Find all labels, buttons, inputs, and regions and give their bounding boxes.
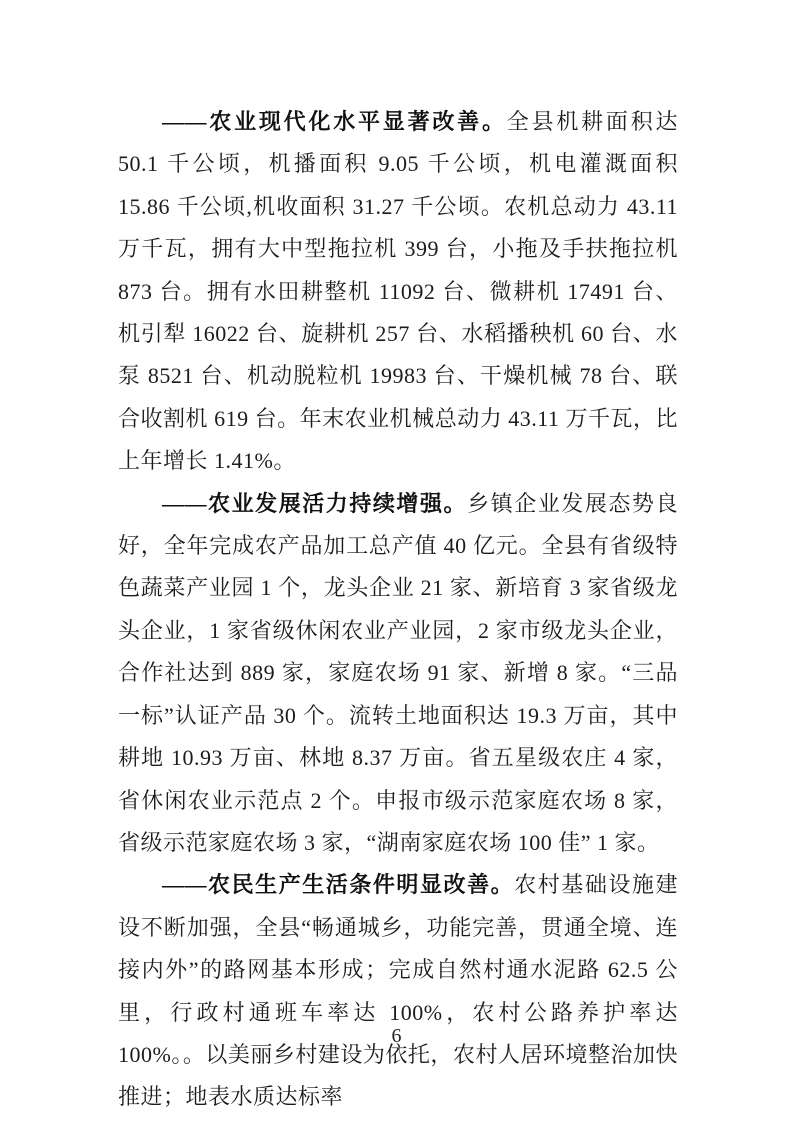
page-number: 6 — [391, 1025, 402, 1047]
paragraph — [118, 864, 678, 1118]
paragraph-heading: ——农业现代化水平显著改善。 — [162, 109, 507, 134]
paragraph — [118, 101, 678, 483]
paragraph-body: 乡镇企业发展态势良好，全年完成农产品加工总产值 40 亿元。全县有省级特色蔬菜产业园 1 个，龙头企业 21 家、新培育 3 家省级龙头企业，1 家省级休闲农业产业园，2 家市级龙头企业，合作社达到 889 家，家庭农场 91 家、新增 8 家。“三品一标”认证产品 30 个。流转土地面积达 19.3 万亩，其中耕地 10.93 万亩、林地 8.37 万亩。省五星级农庄 4 家，省休闲农业示范点 2 个。申报市级示范家庭农场 8 家，省级示范家庭农场 3 家，“湖南家庭农场 100 佳” 1 家。 — [118, 490, 678, 855]
page-footer — [0, 1022, 793, 1050]
paragraph-body: 农村基础设施建设不断加强，全县“畅通城乡，功能完善，贯通全境、连接内外”的路网基本形成；完成自然村通水泥路 62.5 公里，行政村通班车率达 100%，农村公路养护率达 100%。。以美丽乡村建设为依托，农村人居环境整治加快推进；地表水质达标率 — [118, 872, 678, 1110]
paragraph-body: 全县机耕面积达 50.1 千公顷，机播面积 9.05 千公顷，机电灌溉面积 15.86 千公顷,机收面积 31.27 千公顷。农机总动力 43.11 万千瓦，拥有大中型拖拉机 399 台，小拖及手扶拖拉机 873 台。拥有水田耕整机 11092 台、微耕机 17491 台、机引犁 16022 台、旋耕机 257 台、水稻播秧机 60 台、水泵 8521 台、机动脱粒机 19983 台、干燥机械 78 台、联合收割机 619 台。年末农业机械总动力 43.11 万千瓦，比上年增长 1.41%。 — [118, 109, 678, 474]
paragraph — [118, 483, 678, 865]
text-block — [118, 101, 678, 1119]
paragraph-heading: ——农业发展活力持续增强。 — [162, 490, 468, 516]
paragraph-heading: ——农民生产生活条件明显改善。 — [162, 872, 515, 898]
